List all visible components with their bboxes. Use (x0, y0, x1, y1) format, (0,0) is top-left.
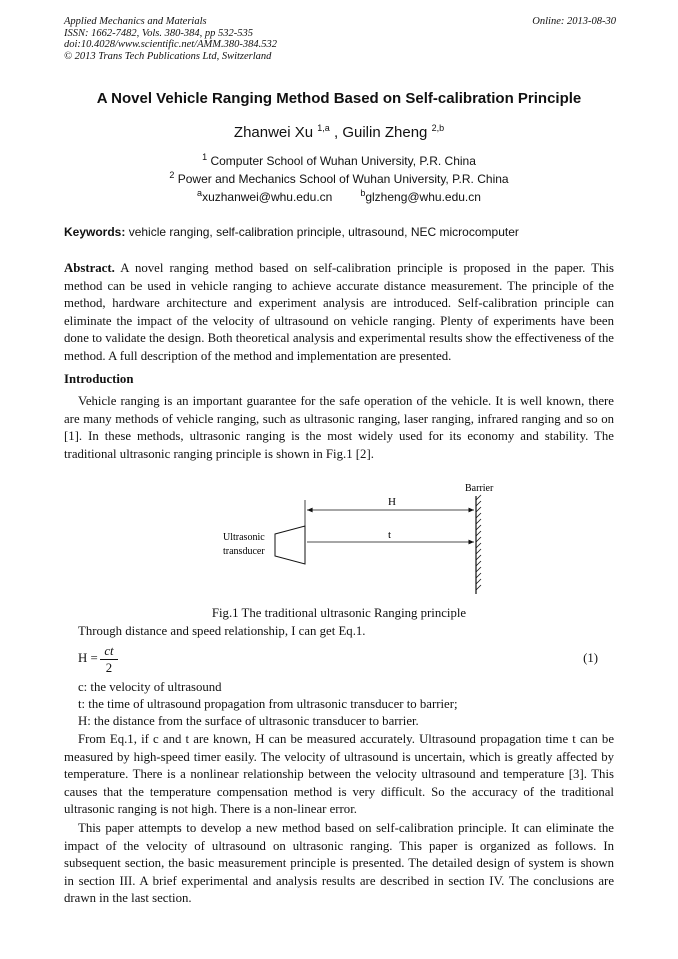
barrier-hatching (476, 495, 481, 590)
introduction-paragraph: Vehicle ranging is an important guarantee for the safe operation of the vehicle. It is well known, there are many methods of vehicle ranging, such as ultrasonic ranging, laser ranging, infrared ranging and so on [1]. In these methods, ultrasonic ranging is the most widely used for its economy and stability. The traditional ultrasonic ranging principle is shown in Fig.1 [2]. (64, 394, 614, 461)
abstract-label: Abstract. (64, 261, 115, 275)
paper-title: A Novel Vehicle Ranging Method Based on Self-calibration Principle (96, 90, 582, 107)
affiliation-mark: 2 (169, 170, 175, 180)
author-affiliation-mark: 1,a (317, 123, 330, 133)
abstract-paragraph (64, 260, 614, 366)
journal-name: Applied Mechanics and Materials (64, 16, 207, 27)
definition-h: H: the distance from the surface of ultrasonic transducer to barrier. (78, 714, 419, 728)
abstract-text: A novel ranging method based on self-calibration principle is proposed in the paper. This method can be used in vehicle ranging to achieve accurate distance measurement. The principle of the method, hardware architecture and experiment analysis are introduced. Self-calibration principle can eliminate the impact of the velocity of ultrasound on vehicle ranging. Plenty of experiments have been done to validate the design. Both theoretical analysis and experimental results show the effectiveness of the method. A full description of the method and implementation are presented. (64, 261, 614, 363)
barrier-label: Barrier (465, 483, 494, 494)
equation-lhs: H = (78, 651, 98, 665)
transducer-label-line-2: transducer (223, 546, 265, 557)
equation-denominator: 2 (105, 661, 113, 675)
author-separator: , (329, 124, 343, 141)
transducer-label-line-1: Ultrasonic (223, 532, 265, 543)
affiliation-text: Power and Mechanics School of Wuhan University, P.R. China (177, 172, 509, 186)
author-name: Zhanwei Xu (233, 124, 314, 141)
equation-numerator: ct (100, 644, 118, 660)
figure-1-diagram (215, 478, 505, 598)
affiliation-text: Computer School of Wuhan University, P.R. China (210, 154, 476, 168)
body-paragraph-eq1: From Eq.1, if c and t are known, H can be measured accurately. Ultrasound propagation time t can be measured by high-speed timer easily. The velocity of ultrasound is uncertain, which is greatly affected by temperature. There is a nonlinear relationship between the velocity ultrasound and temperature [3]. This causes that the temperature compensation method is very difficult. So the accuracy of the traditional ultrasonic ranging is not high. There is a non-linear error. (64, 732, 614, 817)
author-name: Guilin Zheng (342, 124, 428, 141)
equation-1 (78, 644, 598, 678)
ranging-diagram-svg (215, 478, 505, 598)
equation-intro: Through distance and speed relationship, I can get Eq.1. (78, 624, 366, 638)
t-label: t (388, 529, 392, 541)
h-label: H (388, 496, 396, 508)
online-date: Online: 2013-08-30 (532, 16, 616, 27)
email-line (0, 190, 678, 204)
ultrasonic-transducer (275, 526, 305, 564)
equation-number: (1) (583, 651, 598, 665)
figure-1-caption: Fig.1 The traditional ultrasonic Ranging principle (211, 606, 467, 620)
affiliation-mark: 1 (202, 152, 208, 162)
keywords-line (64, 225, 519, 239)
equation-fraction (100, 644, 118, 676)
section-heading-introduction: Introduction (64, 372, 134, 386)
email-mark: b (360, 188, 366, 198)
affiliation-2 (0, 172, 678, 186)
email-address[interactable]: glzheng@whu.edu.cn (365, 190, 481, 204)
email-address[interactable]: xuzhanwei@whu.edu.cn (202, 190, 333, 204)
keywords-label: Keywords: (64, 225, 126, 239)
email-mark: a (197, 188, 203, 198)
affiliation-1 (0, 154, 678, 168)
definition-t: t: the time of ultrasound propagation from ultrasonic transducer to barrier; (78, 697, 458, 711)
author-line (0, 124, 678, 141)
author-affiliation-mark: 2,b (431, 123, 445, 133)
journal-header (64, 16, 616, 62)
copyright-line: © 2013 Trans Tech Publications Ltd, Switzerland (64, 50, 272, 62)
doi-line: doi:10.4028/www.scientific.net/AMM.380-384.532 (64, 39, 277, 50)
definition-c: c: the velocity of ultrasound (78, 680, 222, 694)
issn-line: ISSN: 1662-7482, Vols. 380-384, pp 532-535 (64, 27, 253, 39)
keywords-text: vehicle ranging, self-calibration principle, ultrasound, NEC microcomputer (125, 225, 519, 239)
body-paragraph-self-calibration: This paper attempts to develop a new method based on self-calibration principle. It can eliminate the impact of the velocity of ultrasound on ultrasonic ranging. This paper is organized as follows. In subsequent section, the basic measurement principle is presented. The detailed design of system is shown in section III. A brief experimental and analysis results are described in section IV. The conclusions are drawn in the last section. (64, 821, 614, 906)
